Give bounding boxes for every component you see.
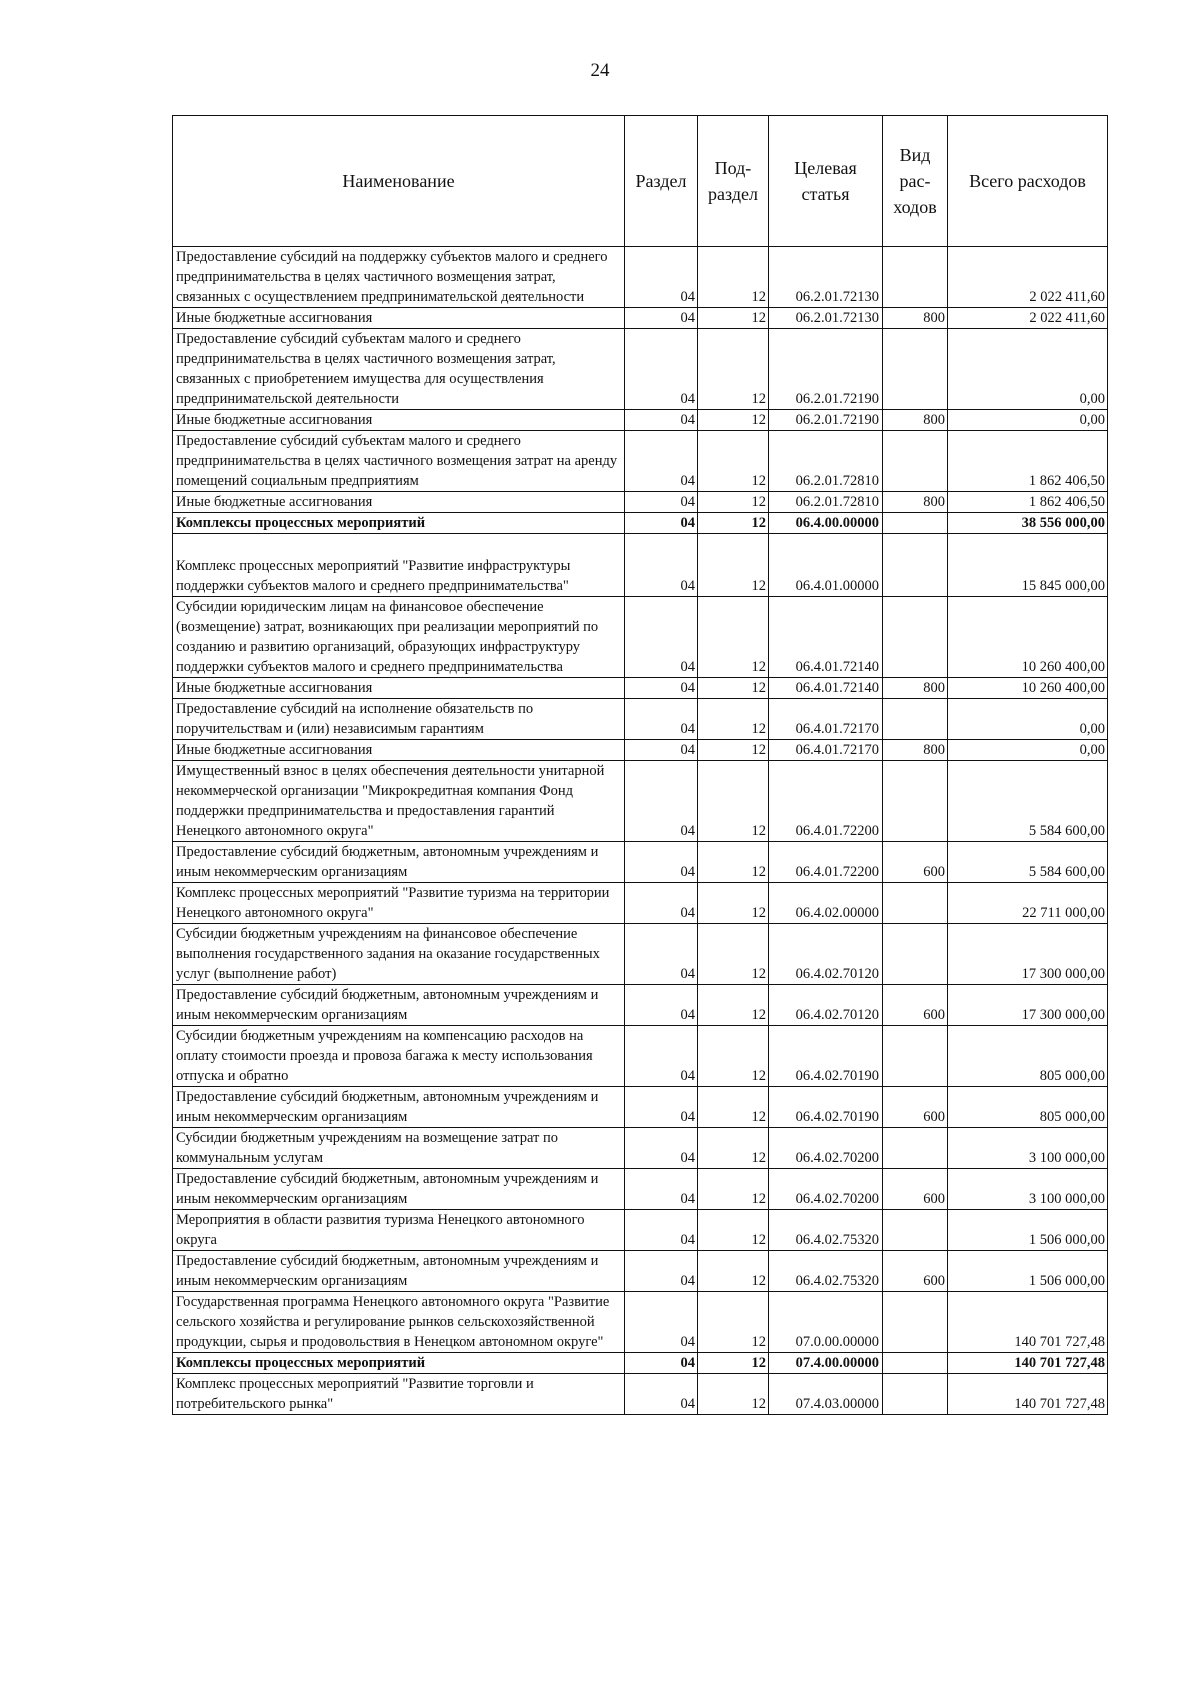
cell-name: Имущественный взнос в целях обеспечения деятельности унитарной некоммерческой организации "Микрокредитная компания Фонд поддержки предпринимательства и предоставления гарантий Ненецкого автономного округа" <box>173 761 625 842</box>
cell-name: Предоставление субсидий субъектам малого и среднего предпринимательства в целях частичного возмещения затрат, связанных с приобретением имущества для осуществления предпринимательской деятельности <box>173 329 625 410</box>
cell-article: 06.4.02.70200 <box>769 1169 883 1210</box>
table-body <box>173 247 1108 1415</box>
cell-subsection: 12 <box>698 1251 769 1292</box>
table-row <box>173 513 1108 534</box>
table-row <box>173 985 1108 1026</box>
cell-subsection: 12 <box>698 1292 769 1353</box>
cell-article: 06.2.01.72190 <box>769 329 883 410</box>
cell-name: Мероприятия в области развития туризма Ненецкого автономного округа <box>173 1210 625 1251</box>
cell-section: 04 <box>625 1374 698 1415</box>
cell-section: 04 <box>625 329 698 410</box>
cell-total: 140 701 727,48 <box>948 1353 1108 1374</box>
table-row <box>173 1251 1108 1292</box>
cell-subsection: 12 <box>698 740 769 761</box>
cell-subsection: 12 <box>698 1087 769 1128</box>
table-row <box>173 1087 1108 1128</box>
cell-section: 04 <box>625 597 698 678</box>
cell-subsection: 12 <box>698 1169 769 1210</box>
cell-article: 06.2.01.72190 <box>769 410 883 431</box>
cell-name: Субсидии бюджетным учреждениям на возмещение затрат по коммунальным услугам <box>173 1128 625 1169</box>
cell-name: Комплексы процессных мероприятий <box>173 1353 625 1374</box>
cell-name: Иные бюджетные ассигнования <box>173 678 625 699</box>
cell-subsection: 12 <box>698 1353 769 1374</box>
cell-article: 06.4.01.72140 <box>769 678 883 699</box>
cell-section: 04 <box>625 247 698 308</box>
cell-section: 04 <box>625 1292 698 1353</box>
cell-total: 17 300 000,00 <box>948 924 1108 985</box>
cell-total: 0,00 <box>948 699 1108 740</box>
cell-subsection: 12 <box>698 699 769 740</box>
cell-kind: 600 <box>883 1087 948 1128</box>
table-row <box>173 1210 1108 1251</box>
cell-total: 140 701 727,48 <box>948 1374 1108 1415</box>
cell-total: 15 845 000,00 <box>948 534 1108 597</box>
cell-kind <box>883 534 948 597</box>
cell-kind: 600 <box>883 842 948 883</box>
cell-section: 04 <box>625 1087 698 1128</box>
cell-section: 04 <box>625 308 698 329</box>
table-row <box>173 247 1108 308</box>
cell-total: 1 862 406,50 <box>948 492 1108 513</box>
cell-article: 06.2.01.72130 <box>769 247 883 308</box>
cell-total: 5 584 600,00 <box>948 761 1108 842</box>
cell-name: Предоставление субсидий бюджетным, автономным учреждениям и иным некоммерческим организациям <box>173 1251 625 1292</box>
cell-kind <box>883 597 948 678</box>
cell-subsection: 12 <box>698 924 769 985</box>
cell-section: 04 <box>625 924 698 985</box>
cell-article: 06.4.02.70120 <box>769 985 883 1026</box>
cell-name: Предоставление субсидий бюджетным, автономным учреждениям и иным некоммерческим организациям <box>173 842 625 883</box>
cell-kind: 800 <box>883 492 948 513</box>
table-header-row <box>173 116 1108 247</box>
cell-name: Иные бюджетные ассигнования <box>173 740 625 761</box>
cell-article: 07.0.00.00000 <box>769 1292 883 1353</box>
cell-section: 04 <box>625 678 698 699</box>
cell-kind <box>883 699 948 740</box>
cell-kind: 800 <box>883 410 948 431</box>
header-total: Всего расходов <box>948 116 1108 247</box>
budget-table <box>172 115 1108 1415</box>
cell-article: 06.4.02.00000 <box>769 883 883 924</box>
table-row <box>173 842 1108 883</box>
cell-section: 04 <box>625 1353 698 1374</box>
cell-name: Предоставление субсидий бюджетным, автономным учреждениям и иным некоммерческим организациям <box>173 985 625 1026</box>
cell-article: 06.4.00.00000 <box>769 513 883 534</box>
cell-subsection: 12 <box>698 678 769 699</box>
cell-name: Комплекс процессных мероприятий "Развитие торговли и потребительского рынка" <box>173 1374 625 1415</box>
cell-total: 2 022 411,60 <box>948 247 1108 308</box>
cell-name: Государственная программа Ненецкого автономного округа "Развитие сельского хозяйства и регулирование рынков сельскохозяйственной продукции, сырья и продовольствия в Ненецком автономном округе" <box>173 1292 625 1353</box>
cell-total: 805 000,00 <box>948 1087 1108 1128</box>
cell-kind: 600 <box>883 985 948 1026</box>
cell-subsection: 12 <box>698 534 769 597</box>
cell-section: 04 <box>625 492 698 513</box>
table-row <box>173 1292 1108 1353</box>
cell-subsection: 12 <box>698 1026 769 1087</box>
table-row <box>173 431 1108 492</box>
cell-article: 06.4.01.00000 <box>769 534 883 597</box>
cell-kind: 800 <box>883 740 948 761</box>
cell-kind <box>883 329 948 410</box>
cell-subsection: 12 <box>698 513 769 534</box>
cell-name: Субсидии бюджетным учреждениям на компенсацию расходов на оплату стоимости проезда и провоза багажа к месту использования отпуска и обратно <box>173 1026 625 1087</box>
header-section: Раздел <box>625 116 698 247</box>
cell-name: Предоставление субсидий бюджетным, автономным учреждениям и иным некоммерческим организациям <box>173 1087 625 1128</box>
cell-article: 06.4.02.75320 <box>769 1210 883 1251</box>
cell-kind <box>883 247 948 308</box>
table-row <box>173 492 1108 513</box>
cell-name: Комплексы процессных мероприятий <box>173 513 625 534</box>
cell-section: 04 <box>625 1210 698 1251</box>
cell-name: Иные бюджетные ассигнования <box>173 308 625 329</box>
table-row <box>173 534 1108 597</box>
cell-section: 04 <box>625 1026 698 1087</box>
cell-kind <box>883 883 948 924</box>
table-row <box>173 308 1108 329</box>
cell-article: 06.4.01.72170 <box>769 699 883 740</box>
cell-name: Комплекс процессных мероприятий "Развитие инфраструктуры поддержки субъектов малого и среднего предпринимательства" <box>173 534 625 597</box>
cell-total: 3 100 000,00 <box>948 1128 1108 1169</box>
cell-kind: 600 <box>883 1251 948 1292</box>
cell-total: 10 260 400,00 <box>948 678 1108 699</box>
table-row <box>173 410 1108 431</box>
table-row <box>173 924 1108 985</box>
cell-article: 06.4.01.72170 <box>769 740 883 761</box>
header-subsection: Под-раздел <box>698 116 769 247</box>
cell-subsection: 12 <box>698 308 769 329</box>
table-row <box>173 740 1108 761</box>
cell-kind <box>883 1353 948 1374</box>
cell-kind <box>883 1374 948 1415</box>
cell-article: 06.4.01.72200 <box>769 842 883 883</box>
cell-total: 1 506 000,00 <box>948 1251 1108 1292</box>
cell-kind <box>883 924 948 985</box>
cell-section: 04 <box>625 534 698 597</box>
table-row <box>173 1374 1108 1415</box>
cell-section: 04 <box>625 699 698 740</box>
cell-subsection: 12 <box>698 329 769 410</box>
cell-total: 17 300 000,00 <box>948 985 1108 1026</box>
cell-article: 06.2.01.72810 <box>769 492 883 513</box>
cell-subsection: 12 <box>698 247 769 308</box>
cell-subsection: 12 <box>698 883 769 924</box>
cell-section: 04 <box>625 1169 698 1210</box>
cell-article: 07.4.03.00000 <box>769 1374 883 1415</box>
cell-total: 0,00 <box>948 329 1108 410</box>
cell-name: Иные бюджетные ассигнования <box>173 410 625 431</box>
cell-kind: 800 <box>883 308 948 329</box>
cell-kind <box>883 513 948 534</box>
cell-total: 1 506 000,00 <box>948 1210 1108 1251</box>
cell-section: 04 <box>625 410 698 431</box>
table-row <box>173 597 1108 678</box>
cell-name: Комплекс процессных мероприятий "Развитие туризма на территории Ненецкого автономного округа" <box>173 883 625 924</box>
cell-article: 06.4.01.72140 <box>769 597 883 678</box>
cell-section: 04 <box>625 842 698 883</box>
cell-subsection: 12 <box>698 1128 769 1169</box>
cell-name: Предоставление субсидий бюджетным, автономным учреждениям и иным некоммерческим организациям <box>173 1169 625 1210</box>
header-name: Наименование <box>173 116 625 247</box>
cell-total: 805 000,00 <box>948 1026 1108 1087</box>
cell-article: 06.2.01.72810 <box>769 431 883 492</box>
cell-kind <box>883 431 948 492</box>
cell-section: 04 <box>625 431 698 492</box>
cell-section: 04 <box>625 883 698 924</box>
cell-total: 1 862 406,50 <box>948 431 1108 492</box>
cell-name: Предоставление субсидий на исполнение обязательств по поручительствам и (или) независимым гарантиям <box>173 699 625 740</box>
cell-kind <box>883 1026 948 1087</box>
table-row <box>173 678 1108 699</box>
cell-subsection: 12 <box>698 597 769 678</box>
table-row <box>173 883 1108 924</box>
cell-section: 04 <box>625 513 698 534</box>
table-row <box>173 1026 1108 1087</box>
cell-subsection: 12 <box>698 431 769 492</box>
cell-total: 3 100 000,00 <box>948 1169 1108 1210</box>
cell-article: 06.4.02.70120 <box>769 924 883 985</box>
cell-section: 04 <box>625 985 698 1026</box>
cell-article: 06.2.01.72130 <box>769 308 883 329</box>
cell-subsection: 12 <box>698 842 769 883</box>
cell-section: 04 <box>625 761 698 842</box>
cell-section: 04 <box>625 740 698 761</box>
cell-subsection: 12 <box>698 492 769 513</box>
cell-kind <box>883 761 948 842</box>
table-row <box>173 761 1108 842</box>
cell-total: 2 022 411,60 <box>948 308 1108 329</box>
cell-kind <box>883 1292 948 1353</box>
cell-name: Иные бюджетные ассигнования <box>173 492 625 513</box>
cell-name: Субсидии юридическим лицам на финансовое обеспечение (возмещение) затрат, возникающих при реализации мероприятий по созданию и развитию организаций, образующих инфраструктуру поддержки субъектов малого и среднего предпринимательства <box>173 597 625 678</box>
cell-kind: 600 <box>883 1169 948 1210</box>
cell-kind <box>883 1128 948 1169</box>
table-row <box>173 1128 1108 1169</box>
table-row <box>173 1169 1108 1210</box>
cell-article: 07.4.00.00000 <box>769 1353 883 1374</box>
cell-section: 04 <box>625 1128 698 1169</box>
cell-article: 06.4.02.70190 <box>769 1087 883 1128</box>
cell-total: 10 260 400,00 <box>948 597 1108 678</box>
table-row <box>173 329 1108 410</box>
cell-subsection: 12 <box>698 1210 769 1251</box>
cell-total: 0,00 <box>948 410 1108 431</box>
cell-total: 0,00 <box>948 740 1108 761</box>
cell-subsection: 12 <box>698 410 769 431</box>
cell-subsection: 12 <box>698 1374 769 1415</box>
cell-article: 06.4.01.72200 <box>769 761 883 842</box>
cell-article: 06.4.02.70200 <box>769 1128 883 1169</box>
page-number: 24 <box>590 60 610 81</box>
cell-total: 38 556 000,00 <box>948 513 1108 534</box>
cell-total: 22 711 000,00 <box>948 883 1108 924</box>
cell-name: Предоставление субсидий на поддержку субъектов малого и среднего предпринимательства в целях частичного возмещения затрат, связанных с осуществлением предпринимательской деятельности <box>173 247 625 308</box>
cell-total: 5 584 600,00 <box>948 842 1108 883</box>
cell-kind: 800 <box>883 678 948 699</box>
cell-subsection: 12 <box>698 761 769 842</box>
cell-subsection: 12 <box>698 985 769 1026</box>
cell-kind <box>883 1210 948 1251</box>
table-row <box>173 699 1108 740</box>
cell-total: 140 701 727,48 <box>948 1292 1108 1353</box>
cell-article: 06.4.02.70190 <box>769 1026 883 1087</box>
header-kind: Вид рас-ходов <box>883 116 948 247</box>
cell-name: Субсидии бюджетным учреждениям на финансовое обеспечение выполнения государственного задания на оказание государственных услуг (выполнение работ) <box>173 924 625 985</box>
header-article: Целевая статья <box>769 116 883 247</box>
cell-section: 04 <box>625 1251 698 1292</box>
cell-article: 06.4.02.75320 <box>769 1251 883 1292</box>
table-row <box>173 1353 1108 1374</box>
cell-name: Предоставление субсидий субъектам малого и среднего предпринимательства в целях частичного возмещения затрат на аренду помещений социальным предприятиям <box>173 431 625 492</box>
